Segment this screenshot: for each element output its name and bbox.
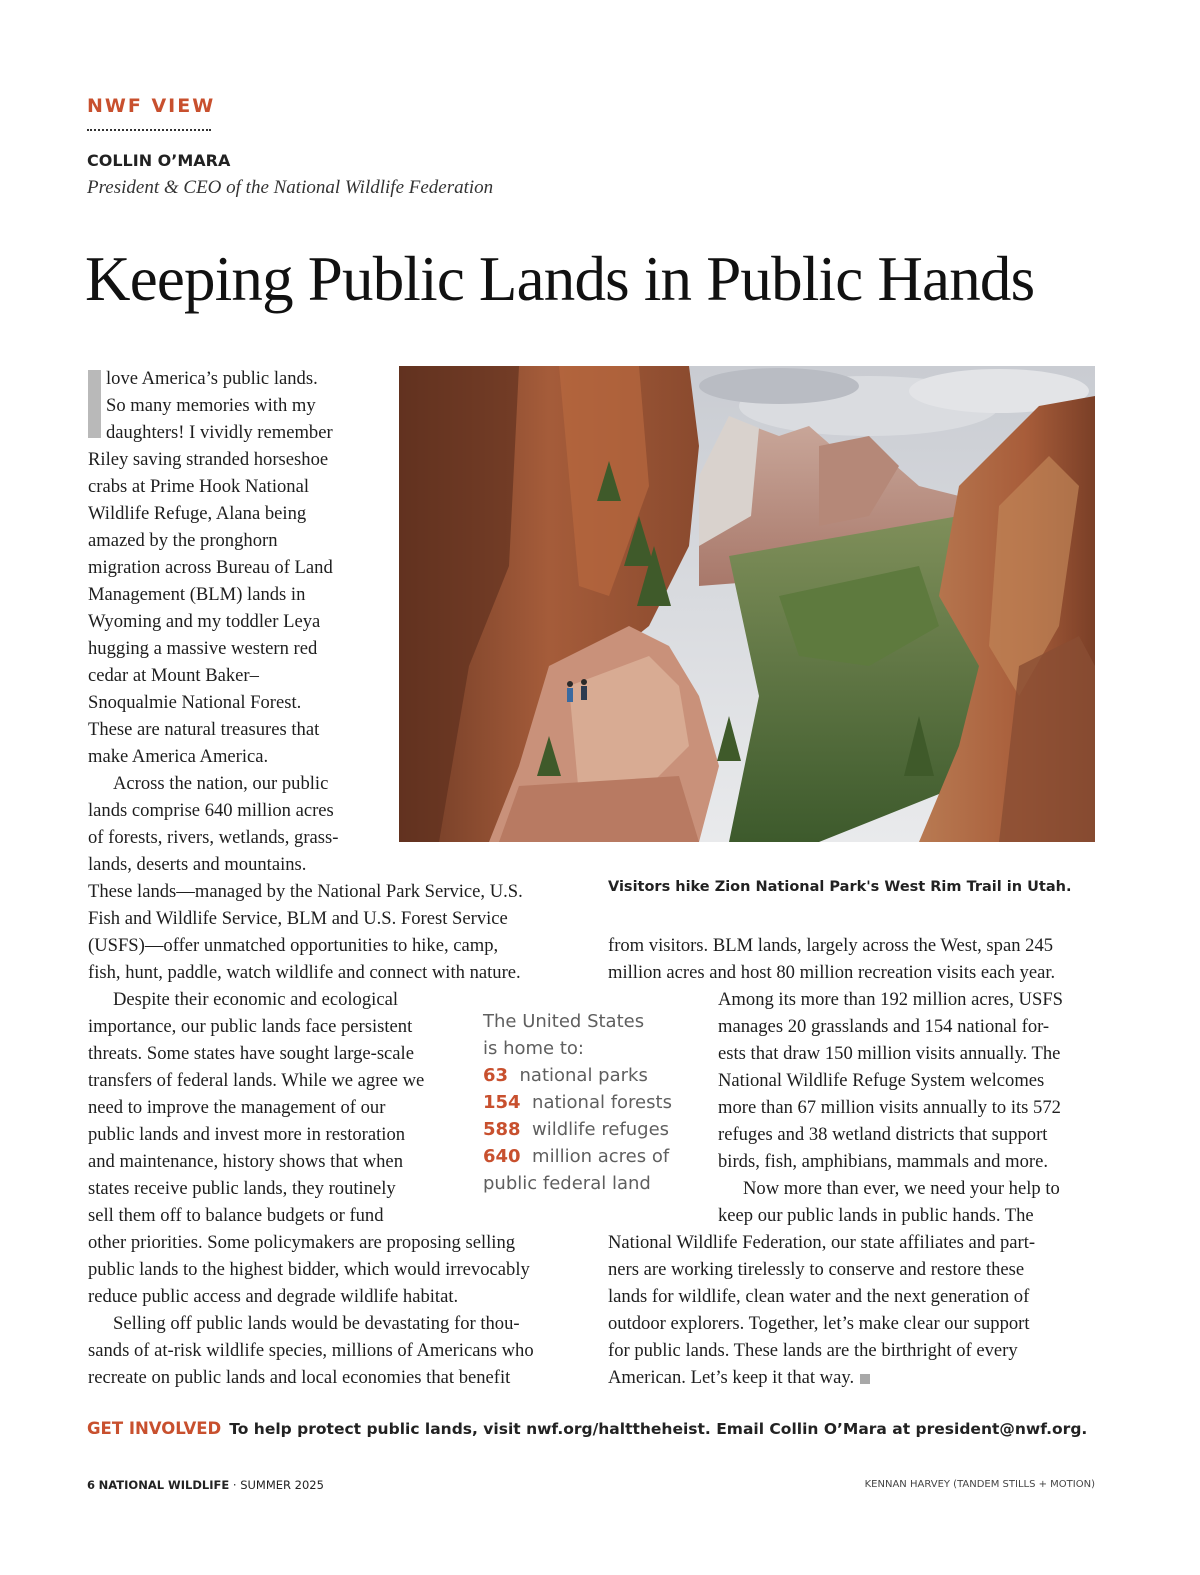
stat-label: national parks [519, 1065, 648, 1086]
body-line-last [608, 1364, 870, 1391]
body-line: birds, fish, amphibians, mammals and more. [718, 1151, 1048, 1172]
body-line: migration across Bureau of Land [88, 557, 333, 578]
body-line: cedar at Mount Baker– [88, 665, 259, 686]
body-line: Wildlife Refuge, Alana being [88, 503, 307, 524]
photo-caption: Visitors hike Zion National Park's West Rim Trail in Utah. [608, 879, 1072, 895]
body-line: more than 67 million visits annually to its 572 [718, 1097, 1061, 1118]
page-title: Keeping Public Lands in Public Hands [85, 244, 1035, 314]
stat-value: 588 [483, 1119, 521, 1140]
issue-date: SUMMER 2025 [240, 1478, 324, 1492]
stats-intro: is home to: [483, 1038, 584, 1059]
body-line: Selling off public lands would be devastating for thou- [113, 1313, 520, 1334]
body-line: love America’s public lands. [106, 368, 318, 389]
stat-item [483, 1116, 672, 1143]
body-line: Now more than ever, we need your help to [743, 1178, 1060, 1199]
body-line: of forests, rivers, wetlands, grass- [88, 827, 339, 848]
body-line: hugging a massive western red [88, 638, 318, 659]
body-line: Management (BLM) lands in [88, 584, 306, 605]
body-line: daughters! I vividly remember [106, 422, 333, 443]
body-line: and maintenance, history shows that when [88, 1151, 403, 1172]
stat-item [483, 1062, 672, 1089]
body-line: National Wildlife Federation, our state affiliates and part- [608, 1232, 1036, 1253]
body-line: (USFS)—offer unmatched opportunities to hike, camp, [88, 935, 499, 956]
body-line: refuges and 38 wetland districts that support [718, 1124, 1048, 1145]
body-line: ests that draw 150 million visits annually. The [718, 1043, 1061, 1064]
stat-value: 154 [483, 1092, 521, 1113]
stat-label: national forests [532, 1092, 672, 1113]
body-line: lands, deserts and mountains. [88, 854, 307, 875]
drop-cap [88, 370, 101, 438]
body-line: fish, hunt, paddle, watch wildlife and connect with nature. [88, 962, 521, 983]
body-line: recreate on public lands and local economies that benefit [88, 1367, 511, 1388]
end-mark [860, 1374, 870, 1384]
body-line: for public lands. These lands are the birthright of every [608, 1340, 1018, 1361]
stat-label: million acres of [532, 1146, 670, 1167]
body-line: Across the nation, our public [113, 773, 329, 794]
author-role: President & CEO of the National Wildlife Federation [87, 177, 494, 198]
get-involved-text[interactable]: To help protect public lands, visit nwf.org/halttheheist. Email Collin O’Mara at president@nwf.org. [229, 1420, 1088, 1438]
body-line: public lands to the highest bidder, which would irrevocably [88, 1259, 530, 1280]
magazine-name: NATIONAL WILDLIFE [98, 1478, 230, 1492]
dotted-divider [87, 129, 211, 131]
page-footer [87, 1478, 324, 1492]
body-line: Fish and Wildlife Service, BLM and U.S. Forest Service [88, 908, 508, 929]
stats-intro: The United States [483, 1011, 645, 1032]
body-line: Wyoming and my toddler Leya [88, 611, 321, 632]
body-line: importance, our public lands face persistent [88, 1016, 413, 1037]
body-line: These lands—managed by the National Park Service, U.S. [88, 881, 523, 902]
body-line: sell them off to balance budgets or fund [88, 1205, 384, 1226]
get-involved-tag: GET INVOLVED [87, 1419, 222, 1438]
stat-item [483, 1143, 672, 1170]
body-line: manages 20 grasslands and 154 national for- [718, 1016, 1050, 1037]
body-line: amazed by the pronghorn [88, 530, 278, 551]
body-line: National Wildlife Refuge System welcomes [718, 1070, 1045, 1091]
body-line: public lands and invest more in restoration [88, 1124, 406, 1145]
page-number: 6 [87, 1478, 96, 1492]
body-line: make America America. [88, 746, 269, 767]
body-line-text: American. Let’s keep it that way. [608, 1367, 855, 1388]
body-line: from visitors. BLM lands, largely across the West, span 245 [608, 935, 1054, 956]
author-name: COLLIN O’MARA [87, 151, 231, 170]
body-line: lands comprise 640 million acres [88, 800, 334, 821]
body-line: Riley saving stranded horseshoe [88, 449, 329, 470]
stat-value: 640 [483, 1146, 521, 1167]
body-line: ners are working tirelessly to conserve and restore these [608, 1259, 1025, 1280]
section-label: NWF VIEW [87, 95, 216, 117]
stat-item [483, 1089, 672, 1116]
body-line: Snoqualmie National Forest. [88, 692, 302, 713]
body-line: lands for wildlife, clean water and the next generation of [608, 1286, 1030, 1307]
stat-label: wildlife refuges [532, 1119, 670, 1140]
body-line: sands of at-risk wildlife species, millions of Americans who [88, 1340, 534, 1361]
stat-tail: public federal land [483, 1173, 651, 1194]
body-line: threats. Some states have sought large-scale [88, 1043, 414, 1064]
body-line: outdoor explorers. Together, let’s make clear our support [608, 1313, 1030, 1334]
stats-box [483, 1008, 672, 1197]
body-line: million acres and host 80 million recreation visits each year. [608, 962, 1056, 983]
body-line: These are natural treasures that [88, 719, 320, 740]
body-line: need to improve the management of our [88, 1097, 386, 1118]
body-line: Despite their economic and ecological [113, 989, 398, 1010]
body-line: other priorities. Some policymakers are proposing selling [88, 1232, 516, 1253]
get-involved [87, 1419, 1087, 1438]
canyon-photo [399, 366, 1095, 842]
photo-credit: KENNAN HARVEY (TANDEM STILLS + MOTION) [864, 1479, 1095, 1490]
body-line: transfers of federal lands. While we agree we [88, 1070, 425, 1091]
body-line: Among its more than 192 million acres, USFS [718, 989, 1064, 1010]
stat-value: 63 [483, 1065, 509, 1086]
body-line: crabs at Prime Hook National [88, 476, 310, 497]
footer-separator: · [232, 1478, 237, 1492]
body-line: reduce public access and degrade wildlife habitat. [88, 1286, 459, 1307]
body-line: keep our public lands in public hands. The [718, 1205, 1034, 1226]
body-line: states receive public lands, they routinely [88, 1178, 396, 1199]
body-line: So many memories with my [106, 395, 316, 416]
